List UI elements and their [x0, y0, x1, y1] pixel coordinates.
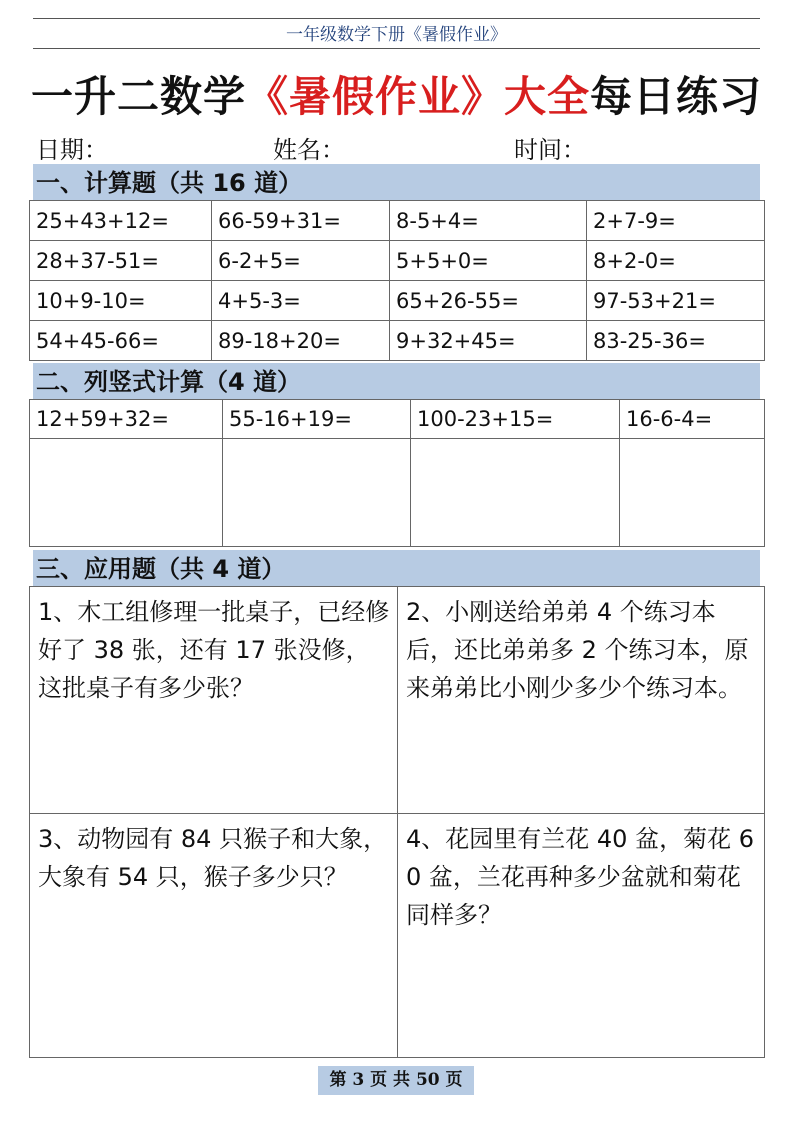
name-label: 姓名： — [273, 136, 345, 164]
date-blank-line — [110, 142, 237, 165]
page-number: 第 3 页 共 50 页 — [318, 1066, 474, 1095]
word-problem-table — [29, 586, 765, 1058]
table-cell: 65+26-55= — [390, 281, 587, 321]
date-label: 日期： — [36, 136, 108, 164]
section-3-heading: 三、应用题（共 4 道） — [33, 550, 760, 586]
time-blank-line — [588, 142, 715, 165]
header-bottom-rule — [33, 48, 760, 49]
table-cell: 9+32+45= — [390, 321, 587, 361]
section-1-heading: 一、计算题（共 16 道） — [33, 164, 760, 200]
table-row — [30, 400, 765, 439]
table-cell: 83-25-36= — [587, 321, 765, 361]
work-space-cell — [620, 439, 765, 547]
table-cell: 5+5+0= — [390, 241, 587, 281]
title-part-3: 每日练习 — [590, 72, 763, 121]
table-cell: 28+37-51= — [30, 241, 212, 281]
table-cell: 8-5+4= — [390, 201, 587, 241]
table-row — [30, 814, 765, 1058]
work-space-cell — [411, 439, 620, 547]
header-top-rule — [33, 18, 760, 19]
time-label: 时间： — [514, 136, 586, 164]
table-cell: 55-16+19= — [223, 400, 411, 439]
word-problem: 2、小刚送给弟弟 4 个练习本后，还比弟弟多 2 个练习本，原来弟弟比小刚少多少个练习本。 — [398, 587, 765, 814]
table-cell: 25+43+12= — [30, 201, 212, 241]
table-row — [30, 281, 765, 321]
calculation-table — [29, 200, 765, 361]
table-row — [30, 439, 765, 547]
work-space-cell — [223, 439, 411, 547]
table-cell: 100-23+15= — [411, 400, 620, 439]
work-space-cell — [30, 439, 223, 547]
time-field — [514, 130, 715, 165]
table-cell: 89-18+20= — [212, 321, 390, 361]
table-row — [30, 321, 765, 361]
title-part-1: 一升二数学 — [30, 72, 246, 121]
page-title — [0, 64, 793, 124]
table-cell: 16-6-4= — [620, 400, 765, 439]
word-problem: 4、花园里有兰花 40 盆，菊花 60 盆，兰花再种多少盆就和菊花同样多？ — [398, 814, 765, 1058]
table-cell: 6-2+5= — [212, 241, 390, 281]
name-field — [273, 130, 474, 165]
table-cell: 12+59+32= — [30, 400, 223, 439]
table-row — [30, 587, 765, 814]
table-row — [30, 241, 765, 281]
section-2-heading: 二、列竖式计算（4 道） — [33, 363, 760, 399]
word-problem: 3、动物园有 84 只猴子和大象，大象有 54 只，猴子多少只？ — [30, 814, 398, 1058]
table-cell: 97-53+21= — [587, 281, 765, 321]
title-part-2: 《暑假作业》大全 — [245, 72, 590, 121]
table-cell: 10+9-10= — [30, 281, 212, 321]
table-cell: 8+2-0= — [587, 241, 765, 281]
table-cell: 66-59+31= — [212, 201, 390, 241]
table-cell: 2+7-9= — [587, 201, 765, 241]
name-blank-line — [347, 142, 474, 165]
table-cell: 54+45-66= — [30, 321, 212, 361]
date-field — [36, 130, 237, 165]
word-problem: 1、木工组修理一批桌子，已经修好了 38 张，还有 17 张没修，这批桌子有多少张？ — [30, 587, 398, 814]
table-cell: 4+5-3= — [212, 281, 390, 321]
running-header: 一年级数学下册《暑假作业》 — [286, 25, 507, 45]
vertical-calc-table — [29, 399, 765, 547]
table-row — [30, 201, 765, 241]
